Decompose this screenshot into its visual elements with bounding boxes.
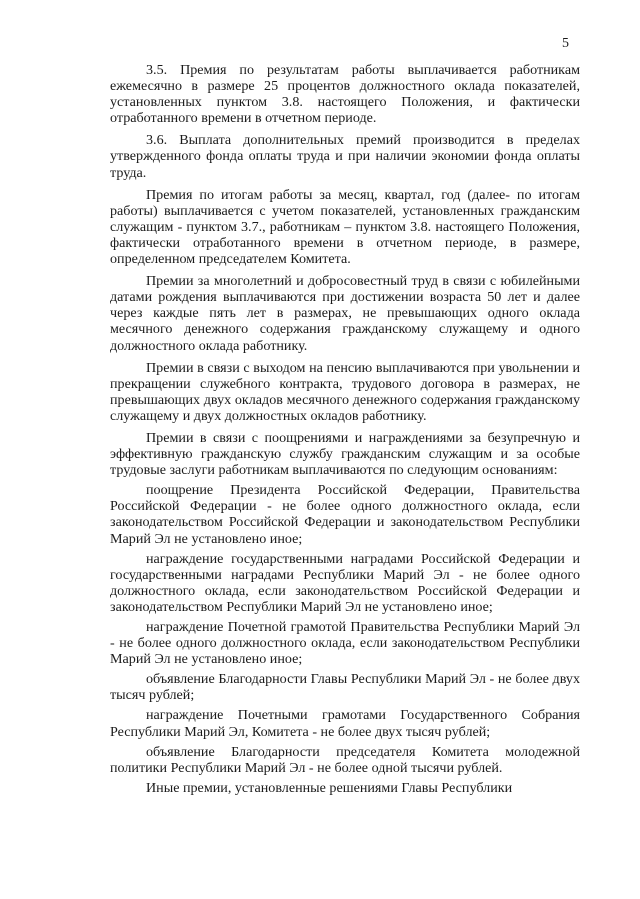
list-item-head-gratitude: объявление Благодарности Главы Республики Марий Эл - не более двух тысяч рублей; (110, 671, 580, 704)
paragraph-3-5: 3.5. Премия по результатам работы выплачивается работникам ежемесячно в размере 25 процентов должностного оклада показателей, установленных пунктом 3.8. настоящего Положения, и фактически отработанного времени в отчетном периоде. (110, 62, 580, 127)
list-item-state-awards: награждение государственными наградами Российской Федерации и государственными наградами Республики Марий Эл - не более одного должностного оклада, если законодательством Российской Федерации и законодательством Республики Марий Эл не установлено иное; (110, 550, 580, 615)
list-item-assembly-diploma: награждение Почетными грамотами Государственного Собрания Республики Марий Эл, Комитета - не более двух тысяч рублей; (110, 707, 580, 740)
paragraph-bonus-retirement: Премии в связи с выходом на пенсию выплачиваются при увольнении и прекращении служебного контракта, трудового договора в размерах, не превышающих двух окладов месячного денежного содержания гражданскому служащему и двух должностных окладов работнику. (110, 359, 580, 424)
document-body (110, 62, 580, 802)
paragraph-bonus-work-results: Премия по итогам работы за месяц, квартал, год (далее- по итогам работы) выплачивается с учетом показателей, установленных гражданским служащим - пунктом 3.7., работникам – пунктом 3.8. настоящего Положения, фактически отработанного времени в отчетном периоде, в размере, определенном председателем Комитета. (110, 186, 580, 268)
paragraph-3-6: 3.6. Выплата дополнительных премий производится в пределах утвержденного фонда оплаты труда и при наличии экономии фонда оплаты труда. (110, 132, 580, 181)
paragraph-bonus-anniversary: Премии за многолетний и добросовестный труд в связи с юбилейными датами рождения выплачиваются при достижении возраста 50 лет и далее через каждые пять лет в размерах, не превышающих одного оклада месячного денежного содержания гражданскому служащему и одного должностного оклада работнику. (110, 273, 580, 354)
list-item-chairman-gratitude: объявление Благодарности председателя Комитета молодежной политики Республики Марий Эл - не более одной тысячи рублей. (110, 743, 580, 776)
list-item-president-award: поощрение Президента Российской Федерации, Правительства Российской Федерации - не более одного должностного оклада, если законодательством Российской Федерации и законодательством Республики Марий Эл не установлено иное; (110, 482, 580, 547)
paragraph-bonus-awards-intro: Премии в связи с поощрениями и награждениями за безупречную и эффективную гражданскую службу гражданским служащим и за особые трудовые заслуги работникам выплачиваются по следующим основаниям: (110, 429, 580, 479)
paragraph-other-bonuses: Иные премии, установленные решениями Главы Республики (146, 779, 513, 796)
list-item-government-diploma: награждение Почетной грамотой Правительства Республики Марий Эл - не более одного должностного оклада, если законодательством Республики Марий Эл не установлено иное; (110, 619, 580, 668)
page-number: 5 (562, 36, 569, 51)
